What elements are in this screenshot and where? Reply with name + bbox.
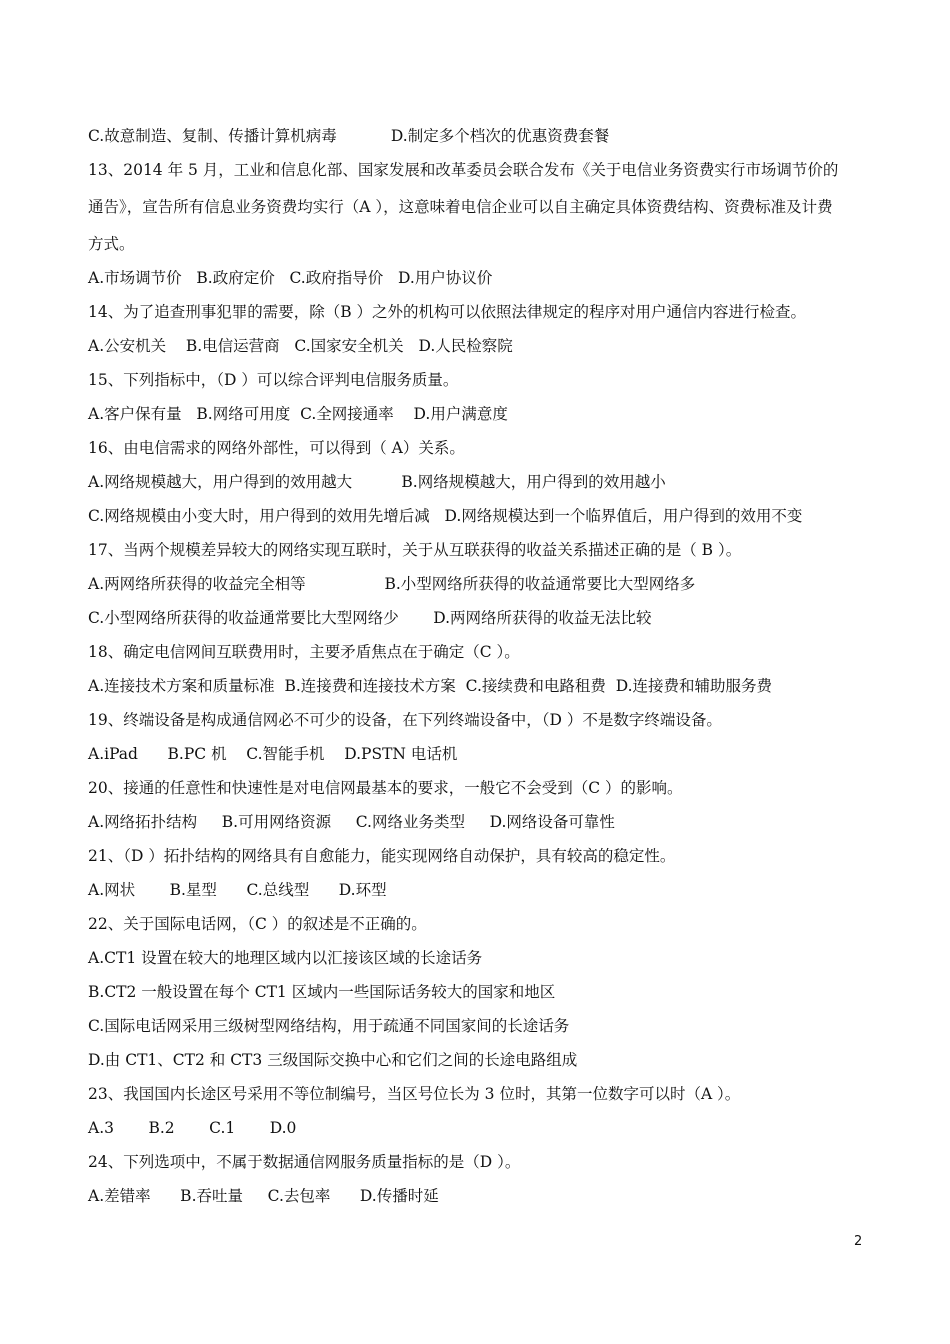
question-16: 16、由电信需求的网络外部性，可以得到（ A）关系。: [88, 439, 465, 457]
options-16-ab: A.网络规模越大，用户得到的效用越大 B.网络规模越大，用户得到的效用越小: [88, 473, 666, 491]
text-line: 通告》，宣告所有信息业务资费均实行（A ），这意味着电信企业可以自主确定具体资费结构、资费标准及计费: [88, 198, 833, 216]
options-20: A.网络拓扑结构 B.可用网络资源 C.网络业务类型 D.网络设备可靠性: [88, 813, 615, 831]
option-22-a: A.CT1 设置在较大的地理区域内以汇接该区域的长途话务: [88, 949, 483, 967]
options-19: A.iPad B.PC 机 C.智能手机 D.PSTN 电话机: [88, 745, 458, 763]
options-23: A.3 B.2 C.1 D.0: [88, 1119, 297, 1137]
text-line: C.故意制造、复制、传播计算机病毒 D.制定多个档次的优惠资费套餐: [88, 127, 610, 145]
question-21: 21、（D ）拓扑结构的网络具有自愈能力，能实现网络自动保护，具有较高的稳定性。: [88, 847, 676, 865]
question-13: 13、2014 年 5 月，工业和信息化部、国家发展和改革委员会联合发布《关于电信业务资费实行市场调节价的: [88, 161, 839, 179]
page-number: 2: [854, 1234, 863, 1249]
options-13: A.市场调节价 B.政府定价 C.政府指导价 D.用户协议价: [88, 269, 493, 287]
question-14: 14、为了追查刑事犯罪的需要，除（B ）之外的机构可以依照法律规定的程序对用户通信内容进行检查。: [88, 303, 807, 321]
question-19: 19、终端设备是构成通信网必不可少的设备，在下列终端设备中，（D ）不是数字终端设备。: [88, 711, 722, 729]
question-20: 20、接通的任意性和快速性是对电信网最基本的要求，一般它不会受到（C ）的影响。: [88, 779, 683, 797]
question-23: 23、我国国内长途区号采用不等位制编号，当区号位长为 3 位时，其第一位数字可以时（A ）。: [88, 1085, 741, 1103]
option-22-b: B.CT2 一般设置在每个 CT1 区域内一些国际话务较大的国家和地区: [88, 983, 556, 1001]
option-22-d: D.由 CT1、CT2 和 CT3 三级国际交换中心和它们之间的长途电路组成: [88, 1051, 578, 1069]
options-14: A.公安机关 B.电信运营商 C.国家安全机关 D.人民检察院: [88, 337, 513, 355]
options-15: A.客户保有量 B.网络可用度 C.全网接通率 D.用户满意度: [88, 405, 508, 423]
option-22-c: C.国际电话网采用三级树型网络结构，用于疏通不同国家间的长途话务: [88, 1017, 570, 1035]
question-24: 24、下列选项中，不属于数据通信网服务质量指标的是（D ）。: [88, 1153, 521, 1171]
question-17: 17、当两个规模差异较大的网络实现互联时，关于从互联获得的收益关系描述正确的是（ B ）。: [88, 541, 742, 559]
options-18: A.连接技术方案和质量标准 B.连接费和连接技术方案 C.接续费和电路租费 D.连接费和辅助服务费: [88, 677, 773, 695]
options-17-cd: C.小型网络所获得的收益通常要比大型网络少 D.两网络所获得的收益无法比较: [88, 609, 652, 627]
question-22: 22、关于国际电话网，（C ）的叙述是不正确的。: [88, 915, 427, 933]
options-16-cd: C.网络规模由小变大时，用户得到的效用先增后减 D.网络规模达到一个临界值后，用户得到的效用不变: [88, 507, 803, 525]
text-line: 方式。: [88, 235, 135, 253]
options-17-ab: A.两网络所获得的收益完全相等 B.小型网络所获得的收益通常要比大型网络多: [88, 575, 696, 593]
question-15: 15、下列指标中，（D ）可以综合评判电信服务质量。: [88, 371, 459, 389]
options-21: A.网状 B.星型 C.总线型 D.环型: [88, 881, 387, 899]
options-24: A.差错率 B.吞吐量 C.去包率 D.传播时延: [88, 1187, 439, 1205]
question-18: 18、确定电信网间互联费用时，主要矛盾焦点在于确定（C ）。: [88, 643, 520, 661]
